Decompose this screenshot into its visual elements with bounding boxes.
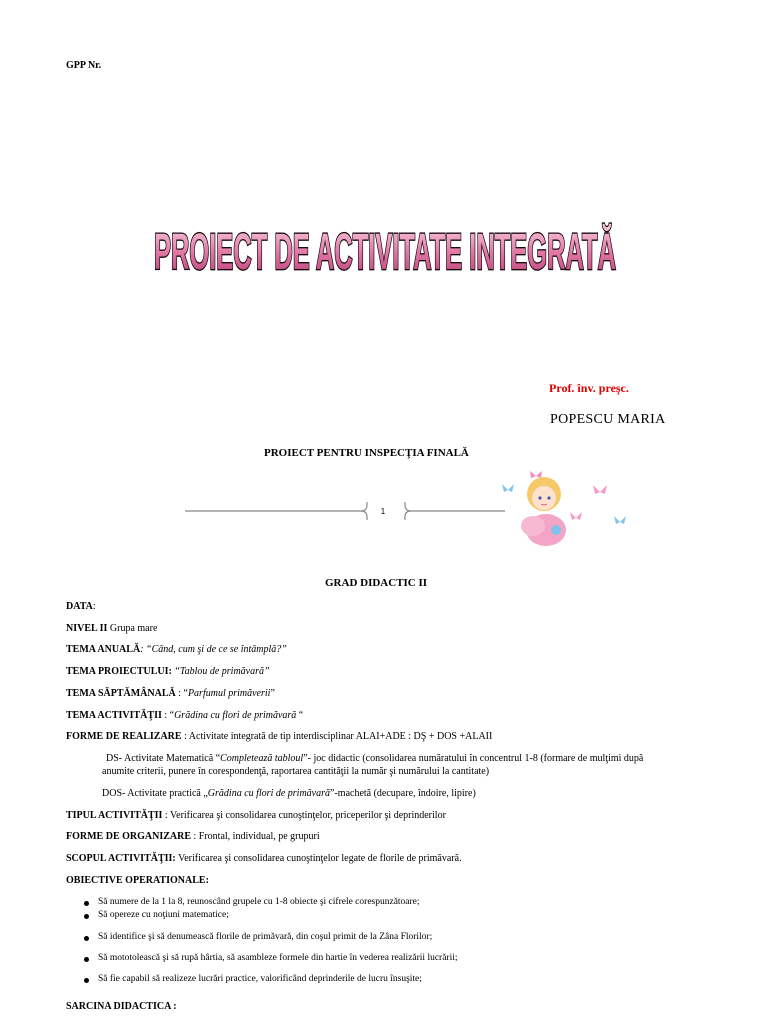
page-number: 1 [380,507,386,516]
tema-anuala-value: : “Când, cum şi de ce se întâmplă?” [140,644,287,655]
dos-activity-line [102,788,476,799]
bullet-icon [84,901,89,906]
sarcina-label: SARCINA DIDACTICA : [66,1001,177,1012]
tipul-value: : Verificarea şi consolidarea cunoştinţelor, priceperilor şi deprinderilor [162,810,446,821]
tema-anuala-row [66,644,287,655]
data-row [66,601,96,612]
tema-saptamanala-value: Parfumul primăverii [187,688,271,699]
nivel-value: Grupa mare [107,623,158,634]
gpp-number: GPP Nr. [66,60,102,71]
tema-activitatii-value: Grădina cu flori de primăvară [174,710,297,721]
grade-heading: GRAD DIDACTIC II [325,577,428,589]
bullet-icon [84,978,89,983]
tema-activitatii-row [66,710,303,721]
tema-activitatii-colon: : “ [161,710,175,721]
inspection-heading: PROIECT PENTRU INSPECŢIA FINALĂ [264,447,469,459]
dos-activity-prefix: DOS- Activitate practică „ [102,788,208,799]
butterfly-icon [502,484,514,492]
ds-activity-line [106,753,643,764]
wordart-title [145,192,625,282]
author-name: POPESCU MARIA [550,412,666,427]
tipul-row [66,810,446,821]
tema-saptamanala-row [66,688,275,699]
objective-text: Să mototolească şi să rupă hârtia, să asambleze formele din hartie în vederea realizării lucrării; [98,953,458,963]
dos-activity-desc: ”-machetă (decupare, îndoire, lipire) [330,788,476,799]
forme-realizare-row [66,731,492,742]
list-item [66,974,422,984]
ds-activity-title: Completează tabloul [220,753,304,764]
tema-saptamanala-quote: ” [270,688,275,699]
list-item [66,932,432,942]
ds-activity-prefix: DS- Activitate Matematică “ [106,753,221,764]
objective-text: Să numere de la 1 la 8, reunoscând grupele cu 1-8 obiecte şi cifrele corespunzătoare; [98,897,420,907]
butterfly-icon [570,512,582,520]
tema-saptamanala-colon: : “ [175,688,188,699]
tema-proiect-label: TEMA PROIECTULUI: [66,666,172,677]
data-label: DATA [66,601,93,612]
girl-butterflies-clipart [496,468,636,546]
page-number-bar [185,500,505,522]
objective-text: Să fie capabil să realizeze lucrări practice, valorificând deprinderile de lucru însuşite; [98,974,422,984]
dos-activity-title: Grădina cu flori de primăvară [207,788,331,799]
forme-organizare-label: FORME DE ORGANIZARE [66,831,192,842]
butterfly-icon [614,516,626,524]
scopul-row [66,853,462,864]
list-item [66,897,420,907]
bullet-icon [84,936,89,941]
tema-activitatii-quote: “ [296,710,304,721]
forme-organizare-row [66,831,320,842]
document-title: PROIECT DE ACTIVITATE INTEGRATĂ [154,222,616,281]
bullet-icon [84,914,89,919]
tipul-label: TIPUL ACTIVITĂŢII [66,810,163,821]
obiective-label: OBIECTIVE OPERATIONALE: [66,875,209,886]
author-role: Prof. înv. preşc. [549,381,629,395]
ds-activity-desc: ”- joc didactic (consolidarea număratului în concentrul 1-8 (formare de mulţimi după [303,753,644,764]
nivel-row [66,623,157,634]
scopul-label: SCOPUL ACTIVITĂŢII: [66,853,176,864]
scopul-value: Verificarea şi consolidarea cunoştinţelor legate de florile de primăvară. [175,853,462,864]
ds-activity-line2: anumite criterii, punere în corespondenţă, raportarea cantităţii la număr şi numărului la cantitate) [102,766,490,777]
objective-text: Să opereze cu noţiuni matematice; [98,910,229,920]
objective-text: Să identifice şi să denumească florile de primăvară, din coşul primit de la Zâna Florilor; [98,932,433,942]
bullet-icon [84,957,89,962]
list-item [66,910,229,920]
forme-realizare-label: FORME DE REALIZARE [66,731,182,742]
forme-realizare-value: : Activitate integrată de tip interdisciplinar ALAI+ADE : DŞ + DOS +ALAII [181,731,493,742]
nivel-label: NIVEL II [66,623,108,634]
list-item [66,953,458,963]
tema-proiect-value: “Tablou de primăvară” [171,666,270,677]
tema-proiect-row [66,666,270,677]
data-value: : [92,601,96,612]
tema-saptamanala-label: TEMA SĂPTĂMÂNALĂ [66,688,176,699]
sarcina-heading [66,1001,177,1012]
obiective-heading [66,875,209,886]
butterfly-icon [530,471,542,478]
tema-activitatii-label: TEMA ACTIVITĂŢII [66,710,162,721]
forme-organizare-value: : Frontal, individual, pe grupuri [191,831,320,842]
tema-anuala-label: TEMA ANUALĂ [66,644,141,655]
butterfly-icon [593,485,607,494]
